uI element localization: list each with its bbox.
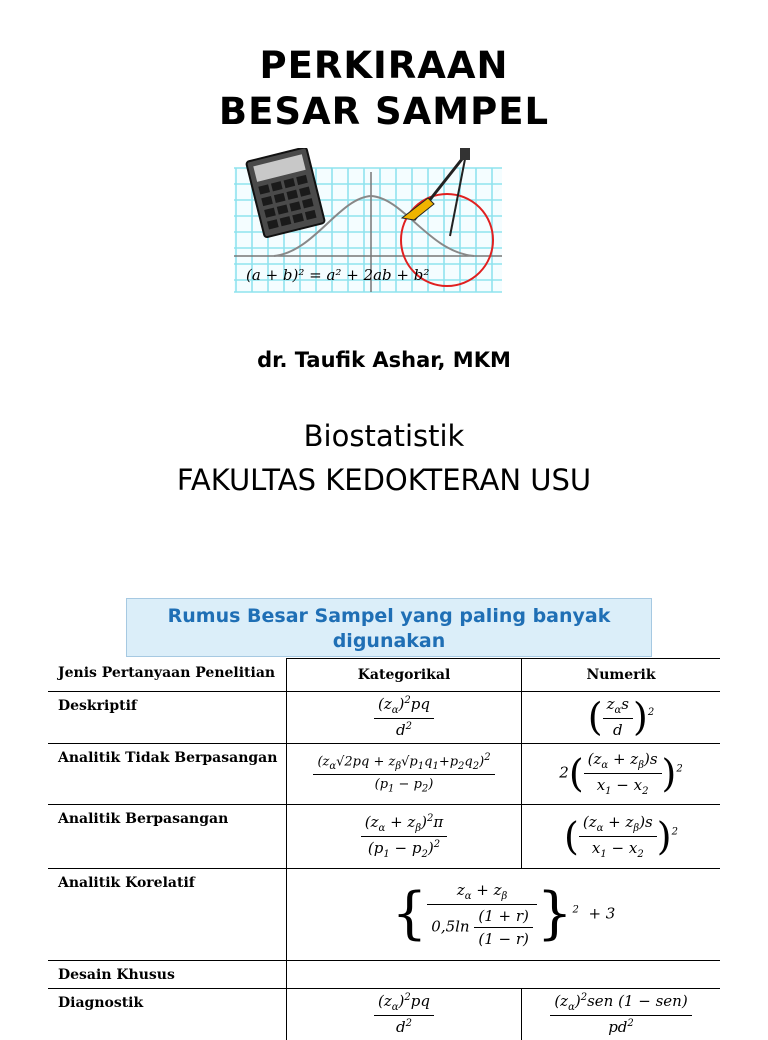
table-row (48, 960, 720, 988)
header-cell-categorical: Kategorikal (287, 659, 522, 692)
clipart-formula: (a + b)² = a² + 2ab + b² (246, 266, 430, 284)
table-row (48, 804, 720, 868)
formula-cell: 2( $\frac{(z_\alpha + z_\beta)s}{x_1 - x_2}$ )$^2$ (522, 743, 721, 804)
row-label: Analitik Tidak Berpasangan (48, 743, 287, 804)
table-row (48, 868, 720, 960)
formula-cell: { $z_\alpha + z_\beta$ 0,5ln $\frac{(1 + r)}{(1 - r)}$ }$^2$ + 3 (287, 868, 721, 960)
title-line-2: BESAR SAMPEL (218, 90, 550, 133)
faculty-name: FAKULTAS KEDOKTERAN USU (176, 463, 592, 497)
empty-cell (287, 960, 721, 988)
row-label: Analitik Berpasangan (48, 804, 287, 868)
table-row (48, 743, 720, 804)
header-cell-type: Jenis Pertanyaan Penelitian (58, 664, 276, 681)
callout-box: Rumus Besar Sampel yang paling banyak digunakan (126, 598, 652, 657)
table-row (48, 988, 720, 1040)
formula-cell: $\frac{(z_\alpha + z_\beta)^2\pi}{(p_1 - p_2)^2}$ (287, 804, 522, 868)
sample-size-formula-table (48, 658, 720, 1040)
formula-cell: $\frac{(z_\alpha)^2sen (1 - sen)}{pd^2}$ (522, 988, 721, 1040)
header-cell-numeric: Numerik (522, 659, 721, 692)
formula-cell: ( $\frac{(z_\alpha + z_\beta)s}{x_1 - x_2}$ )$^2$ (522, 804, 721, 868)
formula-cell: $\frac{(z_\alpha√2pq + z_\beta√p_1q_1+p_2q_2)^2}{(p_1 - p_2)}$ (287, 743, 522, 804)
row-label: Diagnostik (48, 988, 287, 1040)
math-clipart (234, 148, 504, 294)
title-line-1: PERKIRAAN (259, 44, 509, 87)
math-clipart-graphic (234, 148, 504, 294)
row-label: Deskriptif (48, 691, 287, 743)
formula-cell: ( $\frac{z_\alpha s}{d}$ )$^2$ (522, 691, 721, 743)
table-row (48, 691, 720, 743)
formula-cell: $\frac{(z_\alpha)^2pq}{d^2}$ (287, 691, 522, 743)
table-header-row (48, 659, 720, 692)
formula-cell: $\frac{(z_\alpha)^2pq}{d^2}$ (287, 988, 522, 1040)
department-name: Biostatistik (303, 419, 465, 453)
row-label: Desain Khusus (48, 960, 287, 988)
author-name: dr. Taufik Ashar, MKM (257, 348, 511, 372)
row-label: Analitik Korelatif (48, 868, 287, 960)
